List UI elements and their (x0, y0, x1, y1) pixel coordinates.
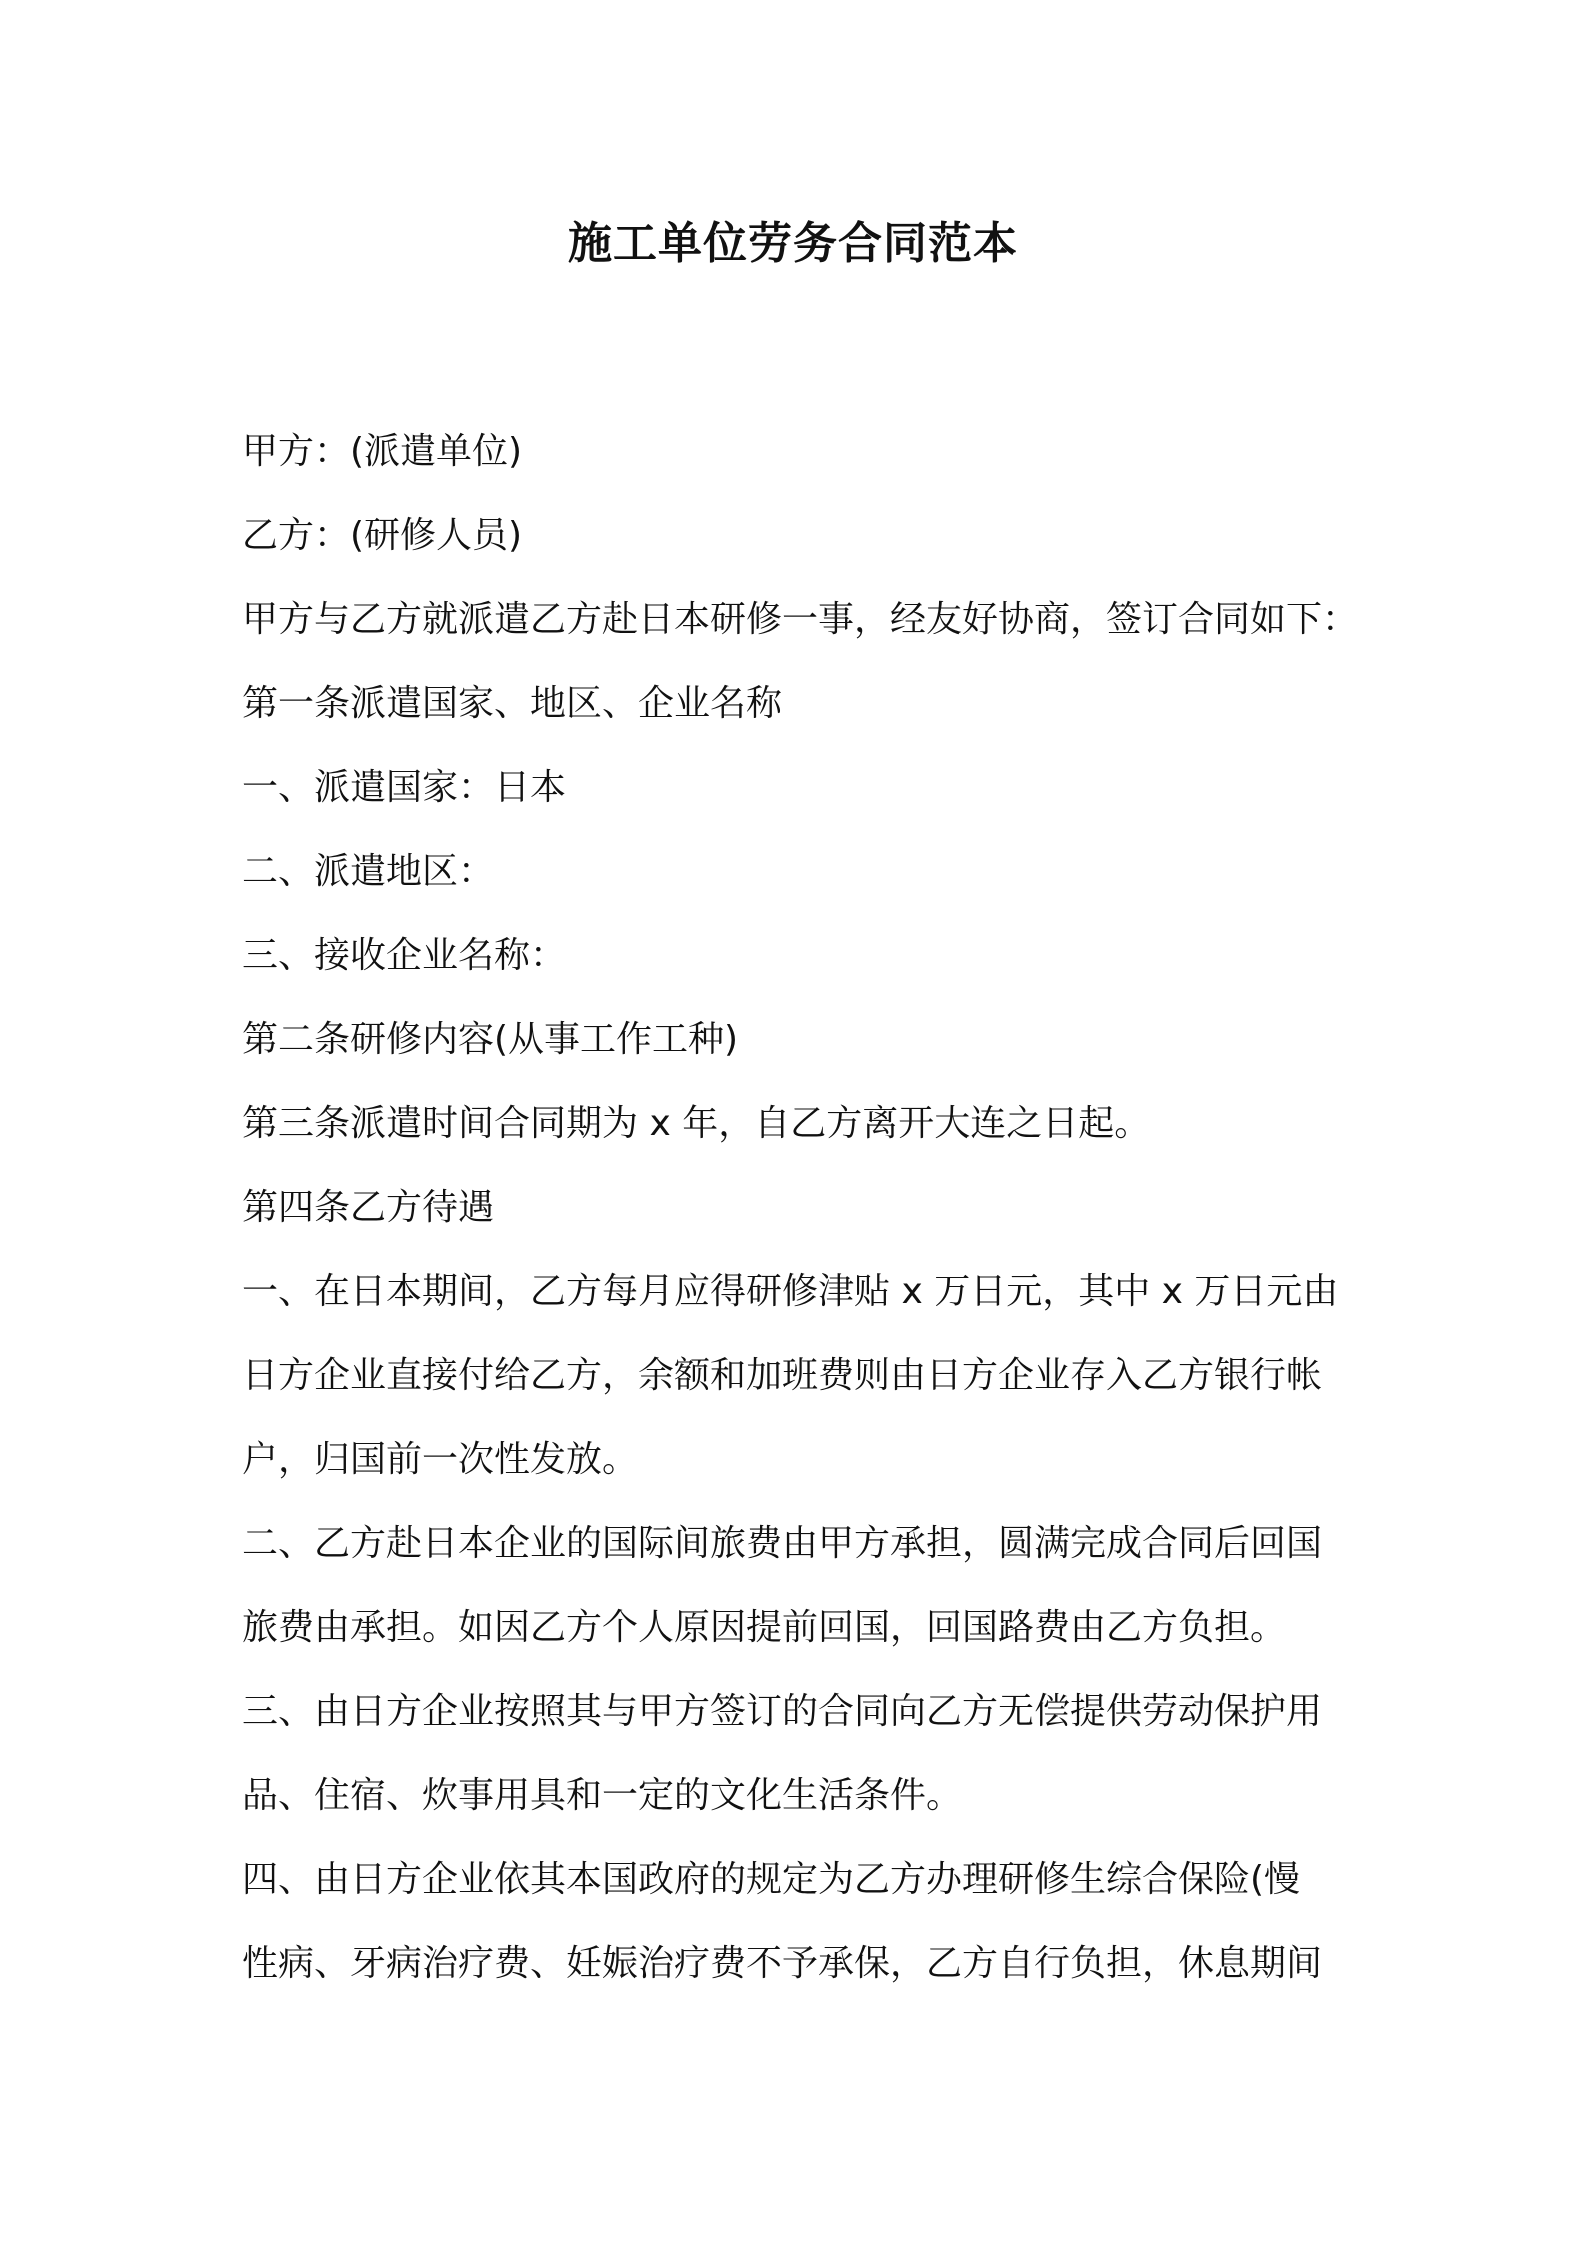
article-1-item-3: 三、接收企业名称： (242, 935, 567, 976)
article-4-item-1-line-1: 一、在日本期间，乙方每月应得研修津贴 x 万日元，其中 x 万日元由 (242, 1271, 1339, 1312)
document-body (242, 410, 1362, 2006)
article-4-item-3-line-1: 三、由日方企业按照其与甲方签订的合同向乙方无偿提供劳动保护用 (242, 1691, 1323, 1732)
preamble-paragraph: 甲方与乙方就派遣乙方赴日本研修一事，经友好协商，签订合同如下： (242, 599, 1359, 640)
article-4-item-4-line-2: 性病、牙病治疗费、妊娠治疗费不予承保，乙方自行负担，休息期间 (242, 1943, 1323, 1984)
article-4-item-1-line-3: 户，归国前一次性发放。 (242, 1439, 639, 1480)
article-4-item-4-line-1: 四、由日方企业依其本国政府的规定为乙方办理研修生综合保险(慢 (242, 1859, 1301, 1900)
article-1-heading: 第一条派遣国家、地区、企业名称 (242, 683, 783, 724)
article-3-paragraph: 第三条派遣时间合同期为 x 年，自乙方离开大连之日起。 (242, 1103, 1151, 1144)
article-4-item-1-line-2: 日方企业直接付给乙方，余额和加班费则由日方企业存入乙方银行帐 (242, 1355, 1323, 1396)
article-4-item-2-line-2: 旅费由承担。如因乙方个人原因提前回国，回国路费由乙方负担。 (242, 1607, 1287, 1648)
article-1-item-2: 二、派遣地区： (242, 851, 495, 892)
article-2-heading: 第二条研修内容(从事工作工种) (242, 1019, 739, 1060)
document-title: 施工单位劳务合同范本 (568, 218, 1018, 269)
article-4-item-2-line-1: 二、乙方赴日本企业的国际间旅费由甲方承担，圆满完成合同后回国 (242, 1523, 1323, 1564)
article-4-item-3-line-2: 品、住宿、炊事用具和一定的文化生活条件。 (242, 1775, 963, 1816)
party-a-line: 甲方：(派遣单位) (242, 431, 523, 472)
article-4-heading: 第四条乙方待遇 (242, 1187, 495, 1228)
article-1-item-1: 一、派遣国家：日本 (242, 767, 567, 808)
party-b-line: 乙方：(研修人员) (242, 515, 523, 556)
